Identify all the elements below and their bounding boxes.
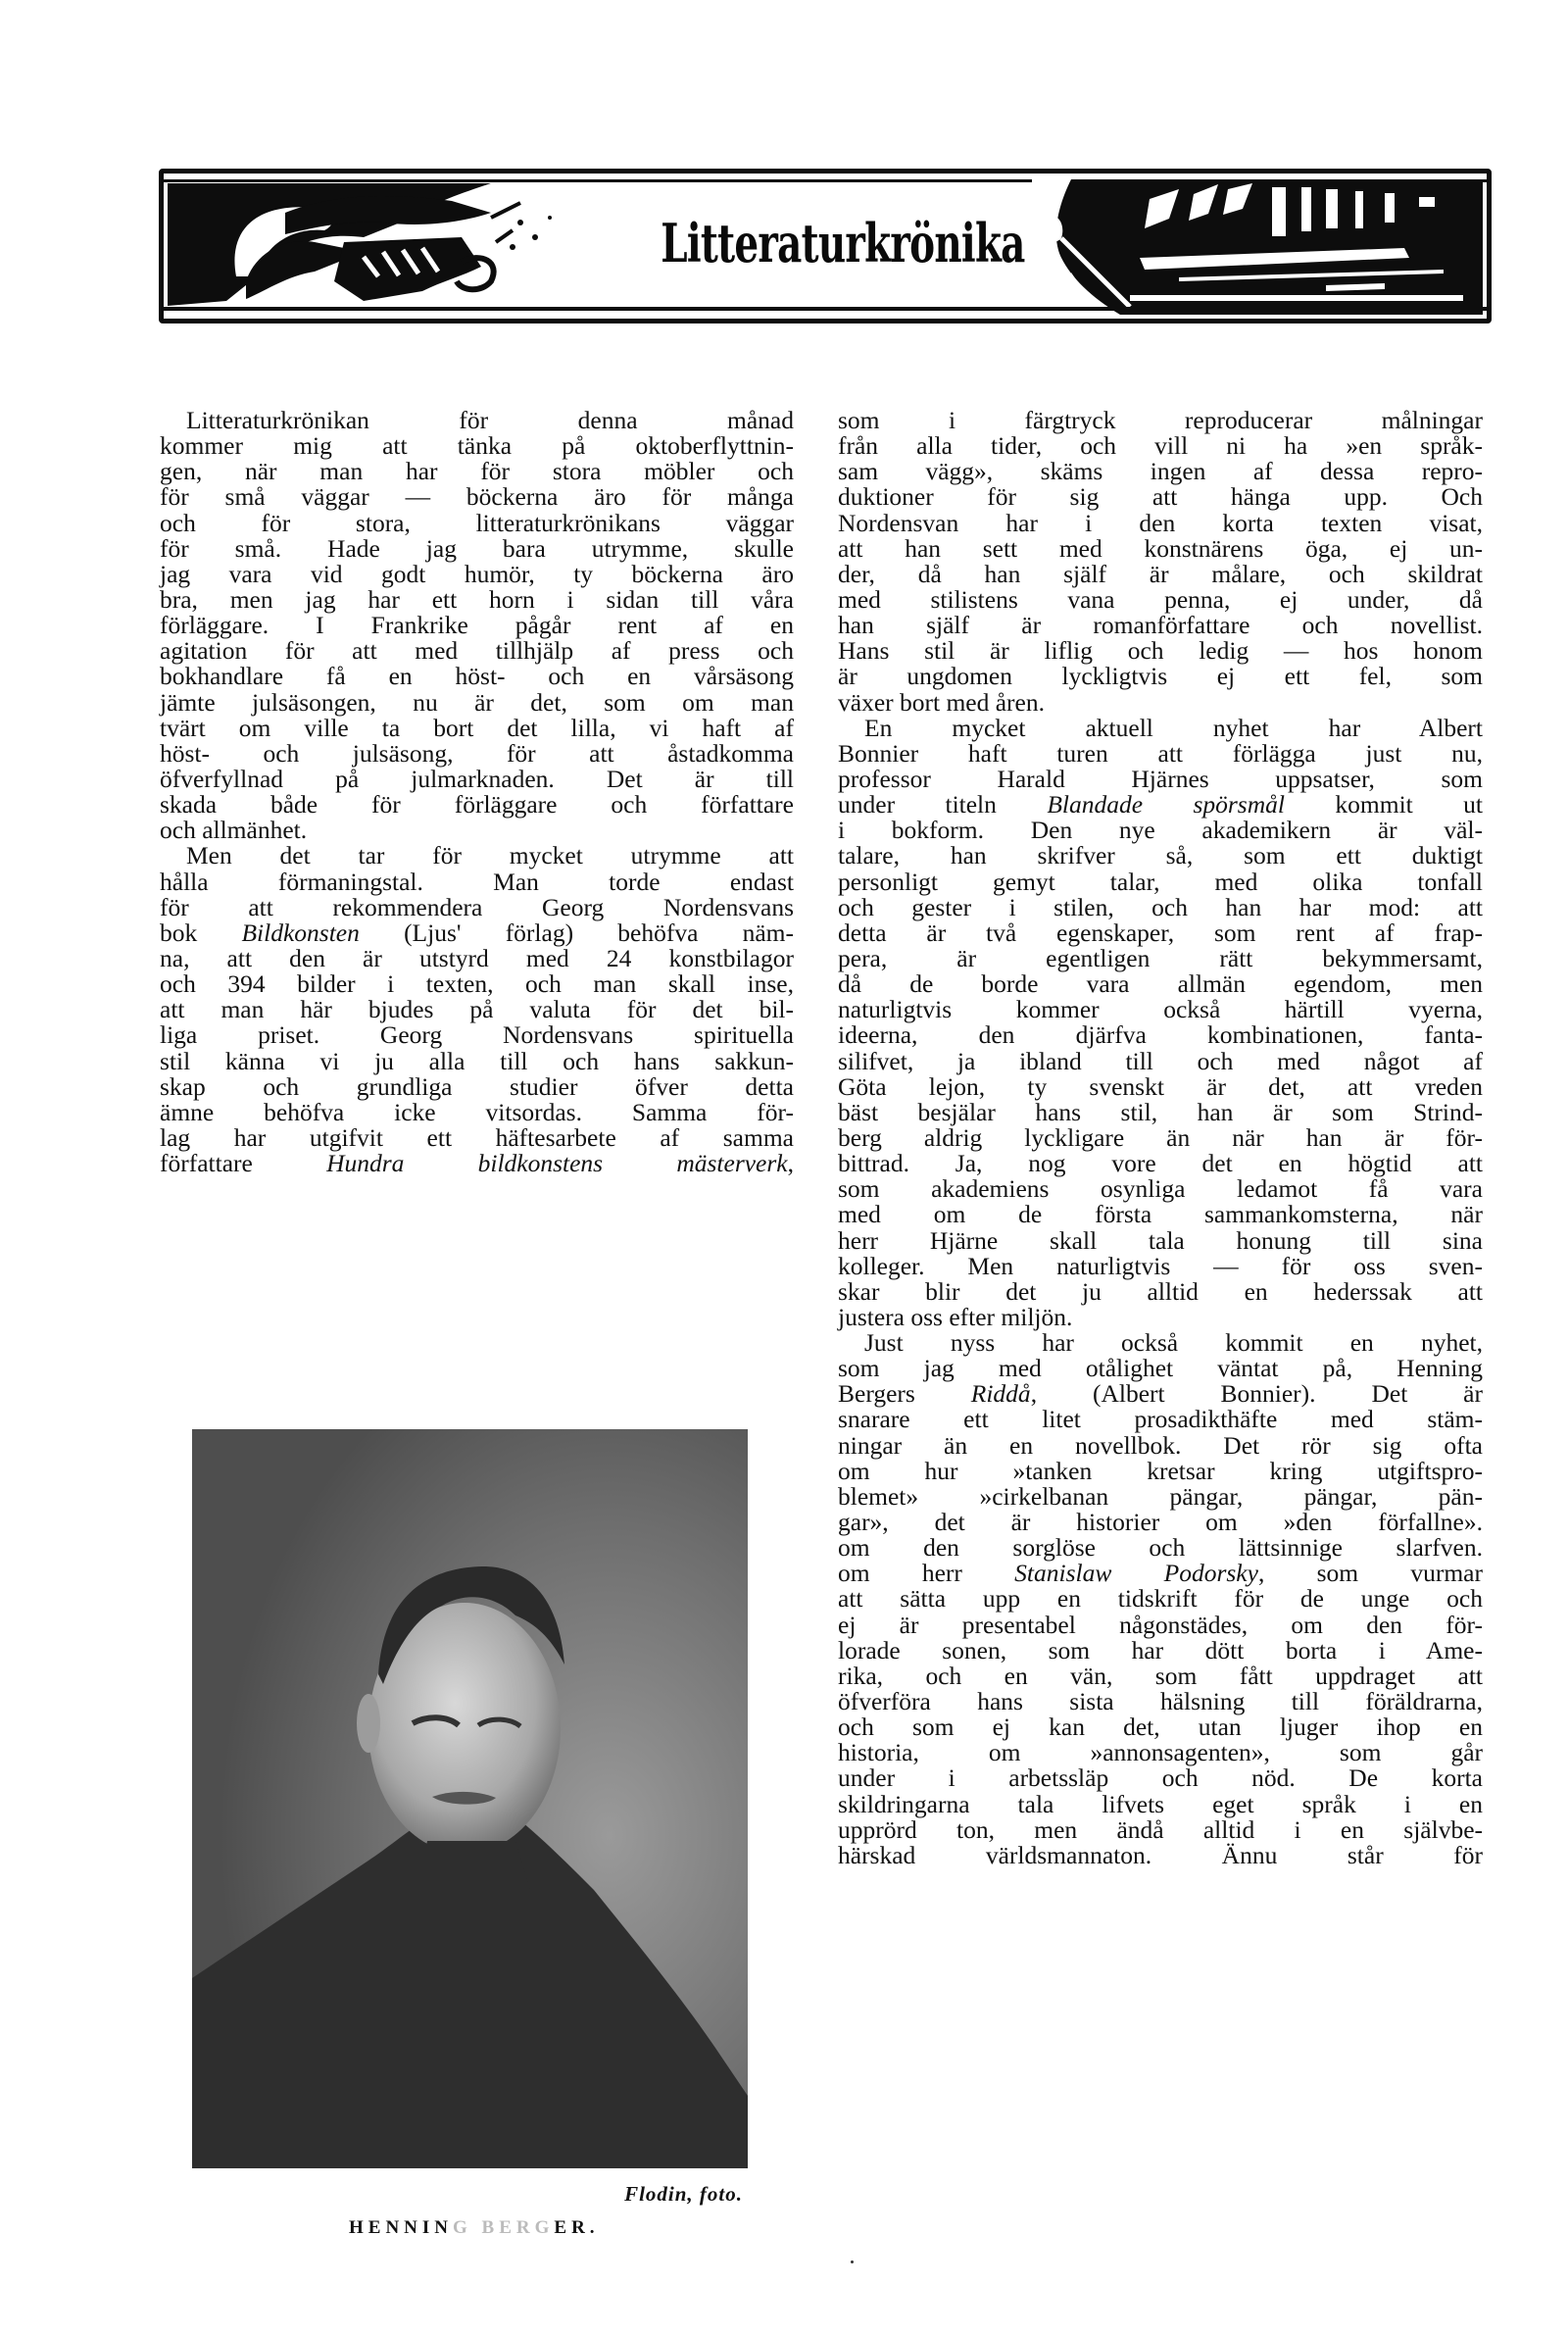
text-line: stil känna vi ju alla till och hans sakkun- — [160, 1046, 794, 1075]
text-line: höst- och julsäsong, för att åstadkomma — [160, 738, 794, 768]
text-line: herr Hjärne skall tala honung till sina — [838, 1225, 1483, 1255]
text-line: jämte julsäsongen, nu är det, som om man — [160, 687, 794, 717]
text-line: och gester i stilen, och han har mod: att — [838, 892, 1483, 921]
text-line: upprörd ton, men ändå alltid i en självbe- — [838, 1814, 1483, 1844]
text-line: och som ej kan det, utan ljuger ihop en — [838, 1713, 1483, 1742]
text-line: talare, han skrifver så, som ett duktigt — [838, 841, 1483, 870]
banner-bottom-rule — [164, 307, 1487, 311]
text-line: skildringarna tala lifvets eget språk i en — [838, 1789, 1483, 1818]
text-segment: under titeln — [838, 790, 1048, 819]
text-line: agitation för att med tillhjälp af press och — [160, 636, 794, 666]
text-line: silifvet, ja ibland till och med något af — [838, 1046, 1483, 1075]
text-line: öfverföra hans sista hälsning till föräldrarna, — [838, 1687, 1483, 1716]
text-segment: författare — [160, 1149, 327, 1178]
text-line: ideerna, den djärfva kombinationen, fanta- — [838, 1020, 1483, 1050]
quill-and-scroll-illustration — [168, 183, 579, 311]
text-line: för små väggar — böckerna äro för många — [160, 482, 794, 512]
text-line: sam vägg», skäms ingen af dessa repro- — [838, 457, 1483, 486]
text-line: rika, och en vän, som fått uppdraget att — [838, 1661, 1483, 1690]
text-line: Göta lejon, ty svenskt är det, att vreden — [838, 1071, 1483, 1101]
italic-title: Blandade spörsmål — [1047, 790, 1285, 819]
text-line: En mycket aktuell nyhet har Albert — [864, 713, 1483, 742]
text-line: tvärt om ville ta bort det lilla, vi haft af — [160, 713, 794, 742]
text-line: jag vara vid godt humör, ty böckerna äro — [160, 559, 794, 588]
text-segment: , — [787, 1149, 794, 1178]
text-line: Litteraturkrönikan för denna månad — [186, 406, 794, 434]
text-line: och 394 bilder i texten, och man skall inse, — [160, 969, 794, 999]
text-line: lag har utgifvit ett häftesarbete af samma — [160, 1122, 794, 1152]
portrait-image — [192, 1429, 748, 2168]
text-segment: Bergers — [838, 1379, 971, 1409]
text-line: Bonnier haft turen att förlägga just nu, — [838, 738, 1483, 768]
text-line: att man här bjudes på valuta för det bil- — [160, 995, 794, 1024]
text-line: der, då han själf är målare, och skildrat — [838, 559, 1483, 588]
text-line: ämne behöfva icke vitsordas. Samma för- — [160, 1097, 794, 1126]
text-line: justera oss efter miljön. — [838, 1302, 1073, 1331]
text-line: under i arbetssläp och nöd. De korta — [838, 1763, 1483, 1793]
text-line: gen, när man har för stora möbler och — [160, 457, 794, 486]
text-line: historia, om »annonsagenten», som går — [838, 1738, 1483, 1767]
text-line: för att rekommendera Georg Nordensvans — [160, 892, 794, 921]
text-line: i bokform. Den nye akademikern är väl- — [838, 816, 1483, 845]
text-line: härskad världsmannaton. Ännu står för — [838, 1840, 1483, 1869]
text-line: snarare ett litet prosadikthäfte med stäm- — [838, 1405, 1483, 1434]
text-line: blemet» »cirkelbanan pängar, pängar, pän- — [838, 1481, 1483, 1511]
text-line: berg aldrig lyckligare än när han är för- — [838, 1122, 1483, 1152]
italic-title: Riddå — [970, 1379, 1031, 1409]
text-line: som i färgtryck reproducerar målningar — [838, 406, 1483, 434]
text-line: ningar än en novellbok. Det rör sig ofta — [838, 1430, 1483, 1460]
text-line: gar», det är historier om »den förfallne». — [838, 1508, 1483, 1537]
text-line: bra, men jag har ett horn i sidan till våra — [160, 584, 794, 614]
text-line: Just nyss har också kommit en nyhet, — [864, 1328, 1483, 1358]
text-line: pera, är egentligen rätt bekymmersamt, — [838, 943, 1483, 972]
text-line: att sätta upp en tidskrift för de unge och — [838, 1584, 1483, 1614]
banner-title: Litteraturkrönika — [661, 212, 1025, 274]
text-line: bäst besjälar hans stil, han är som Strind- — [838, 1097, 1483, 1126]
books-illustration — [1032, 179, 1483, 315]
text-line — [838, 1381, 1483, 1407]
text-line: Nordensvan har i den korta texten visat, — [838, 508, 1483, 537]
text-line: lorade sonen, som har dött borta i Ame- — [838, 1635, 1483, 1664]
caption-text-start: HENNIN — [349, 2217, 454, 2238]
text-line: är ungdomen lyckligtvis ej ett fel, som — [838, 662, 1483, 691]
text-line: med om de första sammankomsterna, när — [838, 1200, 1483, 1229]
text-line: skar blir det ju alltid en hederssak att — [838, 1276, 1483, 1306]
photo-credit: Flodin, foto. — [624, 2182, 743, 2206]
text-line: bokhandlare få en höst- och en vårsäsong — [160, 662, 794, 691]
text-segment: kommit ut — [1284, 790, 1483, 819]
text-line: skap och grundliga studier öfver detta — [160, 1071, 794, 1101]
print-speck — [851, 2260, 854, 2263]
text-segment: (Ljus' förlag) behöfva näm- — [359, 918, 795, 947]
text-line — [838, 1561, 1483, 1586]
text-line: han själf är romanförfattare och novellist. — [838, 611, 1483, 640]
text-line: liga priset. Georg Nordensvans spirituella — [160, 1020, 794, 1050]
text-line — [838, 792, 1483, 818]
text-line: som jag med otålighet väntat på, Henning — [838, 1354, 1483, 1383]
caption-text-end: ER. — [554, 2217, 600, 2238]
text-segment: bok — [160, 918, 242, 947]
text-line: med stilistens vana penna, ej under, då — [838, 584, 1483, 614]
text-line: öfverfyllnad på julmarknaden. Det är till — [160, 764, 794, 793]
text-line: från alla tider, och vill ni ha »en språk- — [838, 431, 1483, 461]
article-column-left — [160, 408, 794, 1176]
text-line: duktioner för sig att hänga upp. Och — [838, 482, 1483, 512]
italic-title: Bildkonsten — [241, 918, 360, 947]
text-line — [160, 1151, 794, 1176]
caption-text-faded: G BERG — [453, 2217, 555, 2238]
text-segment: , (Albert Bonnier). Det är — [1030, 1379, 1483, 1409]
text-line: bittrad. Ja, nog vore det en högtid att — [838, 1149, 1483, 1178]
italic-title: Stanislaw Podorsky — [1014, 1559, 1258, 1588]
text-line: hålla förmaningstal. Man torde endast — [160, 867, 794, 896]
text-line: växer bort med åren. — [838, 687, 1045, 717]
text-line: ej är presentabel någonstädes, om den för- — [838, 1610, 1483, 1639]
text-line: naturligtvis kommer också härtill vyerna, — [838, 995, 1483, 1024]
text-line: Hans stil är liflig och ledig — hos honom — [838, 636, 1483, 666]
text-line: detta är två egenskaper, som rent af frap- — [838, 918, 1483, 947]
article-column-right — [838, 408, 1483, 1868]
photo-caption — [349, 2217, 600, 2239]
text-line: om hur »tanken kretsar kring utgiftspro- — [838, 1456, 1483, 1485]
text-line: att han sett med konstnärens öga, ej un- — [838, 533, 1483, 563]
text-line: om den sorglöse och lättsinnige slarfven. — [838, 1533, 1483, 1563]
text-line: då de borde vara allmän egendom, men — [838, 969, 1483, 999]
text-line: och allmänhet. — [160, 816, 308, 845]
text-line: som akademiens osynliga ledamot få vara — [838, 1174, 1483, 1204]
text-line: förläggare. I Frankrike pågår rent af en — [160, 611, 794, 640]
text-segment: om herr — [838, 1559, 1015, 1588]
text-line — [160, 920, 794, 946]
text-line: professor Harald Hjärnes uppsatser, som — [838, 764, 1483, 793]
italic-title: Hundra bildkonstens mästerverk — [326, 1149, 788, 1178]
text-line: na, att den är utstyrd med 24 konstbilagor — [160, 943, 794, 972]
portrait-photo — [192, 1429, 748, 2168]
text-line: för små. Hade jag bara utrymme, skulle — [160, 533, 794, 563]
text-line: Men det tar för mycket utrymme att — [186, 841, 794, 870]
text-segment: , som vurmar — [1257, 1559, 1483, 1588]
text-line: skada både för förläggare och författare — [160, 790, 794, 819]
text-line: personligt gemyt talar, med olika tonfall — [838, 867, 1483, 896]
text-line: och för stora, litteraturkrönikans väggar — [160, 508, 794, 537]
text-line: kolleger. Men naturligtvis — för oss sven- — [838, 1251, 1483, 1280]
section-header-banner — [159, 169, 1492, 323]
text-line: kommer mig att tänka på oktoberflyttnin- — [160, 431, 794, 461]
